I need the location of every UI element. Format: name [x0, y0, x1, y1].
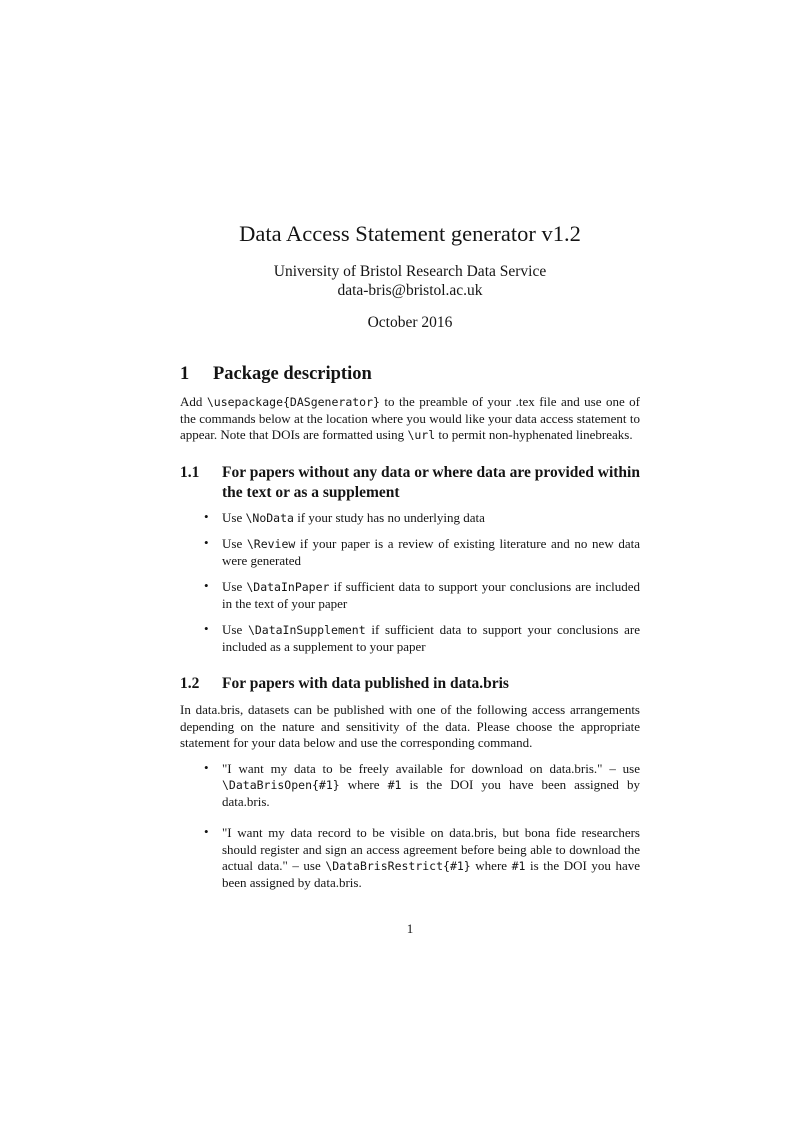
section-1-2-paragraph — [180, 702, 640, 752]
subsection-number: 1.1 — [180, 463, 200, 481]
list-item-text — [222, 622, 640, 654]
text-segment: Add — [180, 394, 207, 409]
inline-code: \NoData — [245, 510, 294, 525]
text-segment: "I want my data to be freely available for download on data.bris." – use — [222, 760, 640, 776]
text-segment: to permit non-hyphenated linebreaks. — [435, 427, 633, 442]
list-item — [180, 761, 640, 811]
inline-code: \url — [407, 428, 436, 442]
section-1-paragraph — [180, 394, 640, 444]
list-item — [180, 510, 640, 527]
inline-code: \DataInSupplement — [247, 623, 366, 637]
list-item — [180, 825, 640, 891]
inline-code: #1 — [511, 859, 526, 873]
list-item-text — [222, 510, 485, 525]
author-email: data-bris@bristol.ac.uk — [337, 282, 483, 299]
list-item-text — [222, 579, 640, 611]
bullet-icon: • — [204, 824, 209, 839]
text-segment: if sufficient data to support your conclusions are included in the text of your paper — [222, 579, 641, 611]
text-segment: if your paper is a review of existing literature and no new data were generated — [222, 536, 640, 568]
list-item-text — [222, 536, 640, 568]
inline-code: #1 — [387, 778, 402, 792]
inline-code: \DataInPaper — [246, 580, 330, 594]
author-block — [180, 262, 640, 300]
bullet-icon: • — [204, 535, 209, 550]
subsection-number: 1.2 — [180, 675, 200, 692]
section-1-1-heading — [180, 463, 640, 503]
inline-code: \usepackage{DASgenerator} — [206, 395, 380, 409]
inline-code: \Review — [246, 537, 296, 551]
text-segment: Use — [222, 622, 248, 637]
subsection-title: For papers without any data or where data are provided within the text or as a supplement — [222, 463, 640, 501]
document-date: October 2016 — [367, 314, 453, 331]
bullet-icon: • — [204, 508, 209, 524]
inline-code: \DataBrisRestrict{#1} — [325, 859, 471, 873]
text-segment: to the preamble of your .tex file and use one of the commands below at the location where you would like your data access statement to appear. Note that DOIs are formatted using — [180, 394, 641, 442]
text-segment: "I want my data record to be visible on data.bris, but bona fide researchers should register and sign an access agreement before being able to download the actual data." – use — [222, 825, 640, 873]
section-1-heading — [180, 363, 640, 386]
list-item — [180, 579, 640, 612]
text-segment: where — [470, 858, 512, 873]
section-1-1-list — [180, 510, 640, 656]
text-segment: where — [339, 777, 388, 792]
list-item-text — [222, 761, 640, 809]
bullet-icon: • — [204, 578, 209, 593]
bullet-icon: • — [204, 621, 209, 636]
text-segment: Use — [222, 536, 247, 551]
inline-code: \DataBrisOpen{#1} — [222, 778, 340, 792]
list-item-text — [222, 825, 640, 890]
author-name: University of Bristol Research Data Service — [273, 263, 547, 280]
text-segment: is the DOI you have been assigned by data.bris. — [222, 777, 640, 809]
document-title: Data Access Statement generator v1.2 — [239, 221, 581, 246]
list-item — [180, 622, 640, 655]
text-segment: Use — [222, 579, 247, 594]
text-segment: if sufficient data to support your conclusions are included as a supplement to your paper — [222, 622, 640, 654]
section-title: Package description — [213, 364, 372, 384]
text-segment: if your study has no underlying data — [293, 509, 485, 525]
bullet-icon: • — [204, 759, 209, 775]
section-1-2-list — [180, 761, 640, 892]
list-item — [180, 536, 640, 569]
text-segment: is the DOI you have been assigned by data.bris. — [222, 858, 640, 890]
subsection-title: For papers with data published in data.bris — [222, 675, 509, 692]
text-segment: In data.bris, datasets can be published with one of the following access arrangements depending on the nature and sensitivity of the data. Please choose the appropriate statement for your data below and use the corresponding command. — [180, 702, 640, 750]
page-number: 1 — [406, 921, 414, 936]
section-1-2-heading — [180, 674, 640, 694]
section-number: 1 — [180, 364, 190, 384]
text-block — [180, 0, 640, 891]
text-segment: Use — [222, 509, 246, 525]
